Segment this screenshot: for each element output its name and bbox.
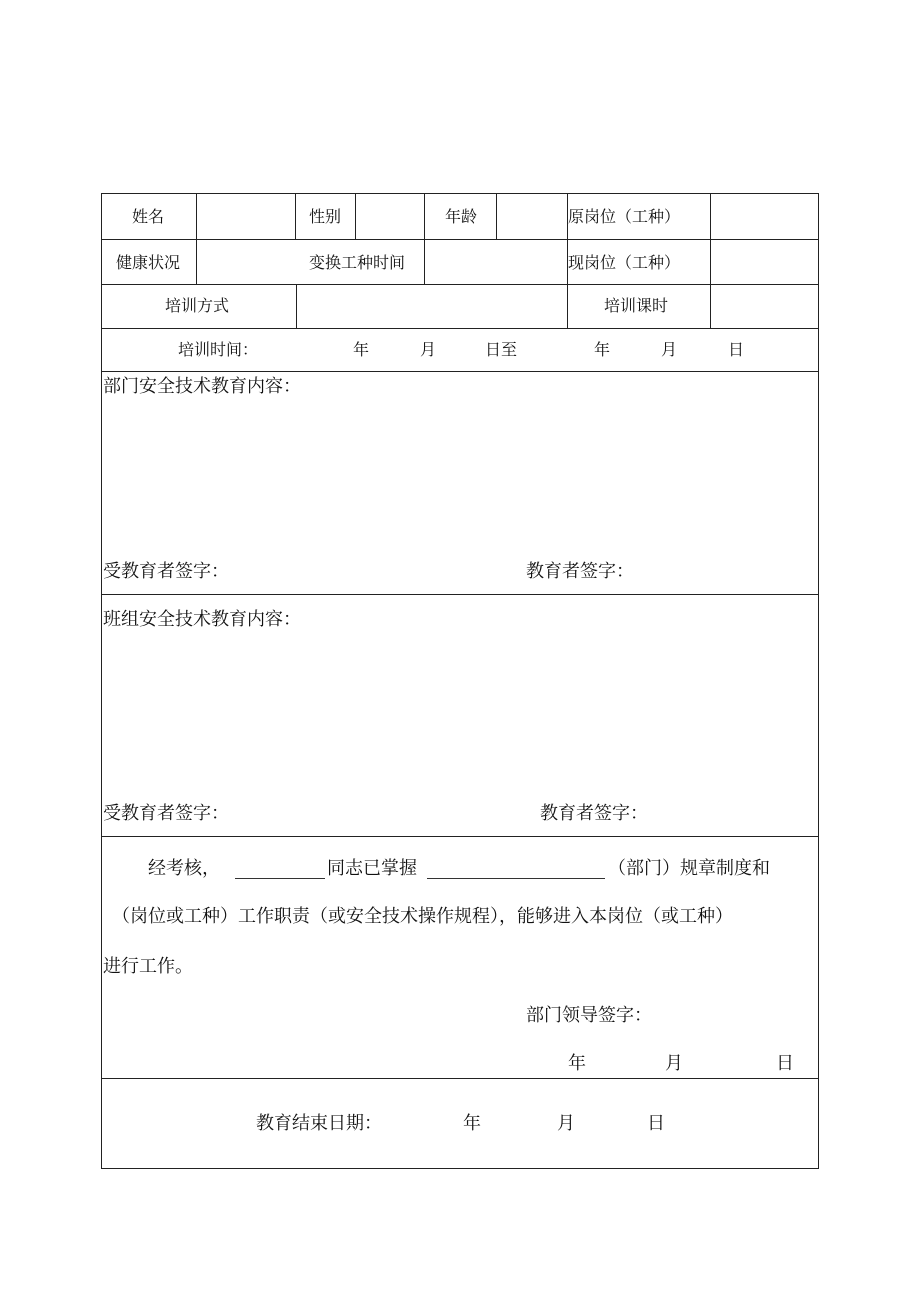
department-blank[interactable] xyxy=(427,878,605,879)
training-method-label: 培训方式 xyxy=(165,296,230,315)
name-label: 姓名 xyxy=(132,207,165,226)
name-blank[interactable] xyxy=(235,878,325,879)
row-divider xyxy=(102,1078,818,1079)
current-post-field[interactable] xyxy=(711,240,818,284)
name-field[interactable] xyxy=(197,194,295,239)
leader-signature-label: 部门领导签字： xyxy=(526,1005,652,1026)
row-divider xyxy=(102,836,818,837)
original-post-field[interactable] xyxy=(711,194,818,239)
row-divider xyxy=(102,594,818,595)
assessment-rules: （部门）规章制度和 xyxy=(608,858,770,879)
original-post-label: 原岗位（工种） xyxy=(568,207,681,226)
team-education-content[interactable] xyxy=(102,636,818,791)
assessment-work: 进行工作。 xyxy=(103,956,193,977)
change-time-field[interactable] xyxy=(425,240,567,284)
dept-trainee-signature-label: 受教育者签字： xyxy=(103,561,229,582)
end-date-day: 日 xyxy=(647,1113,665,1134)
assessment-intro: 经考核， xyxy=(148,858,220,879)
assessment-day: 日 xyxy=(776,1053,794,1074)
dept-education-title: 部门安全技术教育内容： xyxy=(103,376,301,397)
training-hours-field[interactable] xyxy=(711,285,818,328)
assessment-month: 月 xyxy=(665,1053,683,1074)
dept-educator-signature-label: 教育者签字： xyxy=(526,561,634,582)
training-record-form xyxy=(101,193,819,1169)
day-to-label: 日至 xyxy=(485,340,518,359)
assessment-mastered: 同志已掌握 xyxy=(327,858,417,879)
dept-education-content[interactable] xyxy=(102,402,818,552)
training-method-field[interactable] xyxy=(297,285,567,328)
assessment-year: 年 xyxy=(568,1053,586,1074)
row-divider xyxy=(102,328,818,329)
team-education-title: 班组安全技术教育内容： xyxy=(103,609,301,630)
year-label: 年 xyxy=(594,340,611,359)
end-date-year: 年 xyxy=(463,1113,481,1134)
gender-field[interactable] xyxy=(356,194,424,239)
current-post-label: 现岗位（工种） xyxy=(568,253,681,272)
row-divider xyxy=(102,371,818,372)
health-label: 健康状况 xyxy=(116,253,181,272)
col-divider xyxy=(295,194,296,239)
assessment-duties: （岗位或工种）工作职责（或安全技术操作规程），能够进入本岗位（或工种） xyxy=(112,906,733,927)
change-time-label: 变换工种时间 xyxy=(309,253,406,272)
end-date-month: 月 xyxy=(557,1113,575,1134)
team-educator-signature-label: 教育者签字： xyxy=(540,803,648,824)
training-hours-label: 培训课时 xyxy=(604,296,669,315)
day-label: 日 xyxy=(728,340,745,359)
gender-label: 性别 xyxy=(309,207,342,226)
age-label: 年龄 xyxy=(445,207,478,226)
month-label: 月 xyxy=(661,340,678,359)
training-time-label: 培训时间： xyxy=(178,340,259,359)
year-label: 年 xyxy=(353,340,370,359)
age-field[interactable] xyxy=(497,194,567,239)
team-trainee-signature-label: 受教育者签字： xyxy=(103,803,229,824)
end-date-label: 教育结束日期： xyxy=(256,1113,382,1134)
month-label: 月 xyxy=(420,340,437,359)
